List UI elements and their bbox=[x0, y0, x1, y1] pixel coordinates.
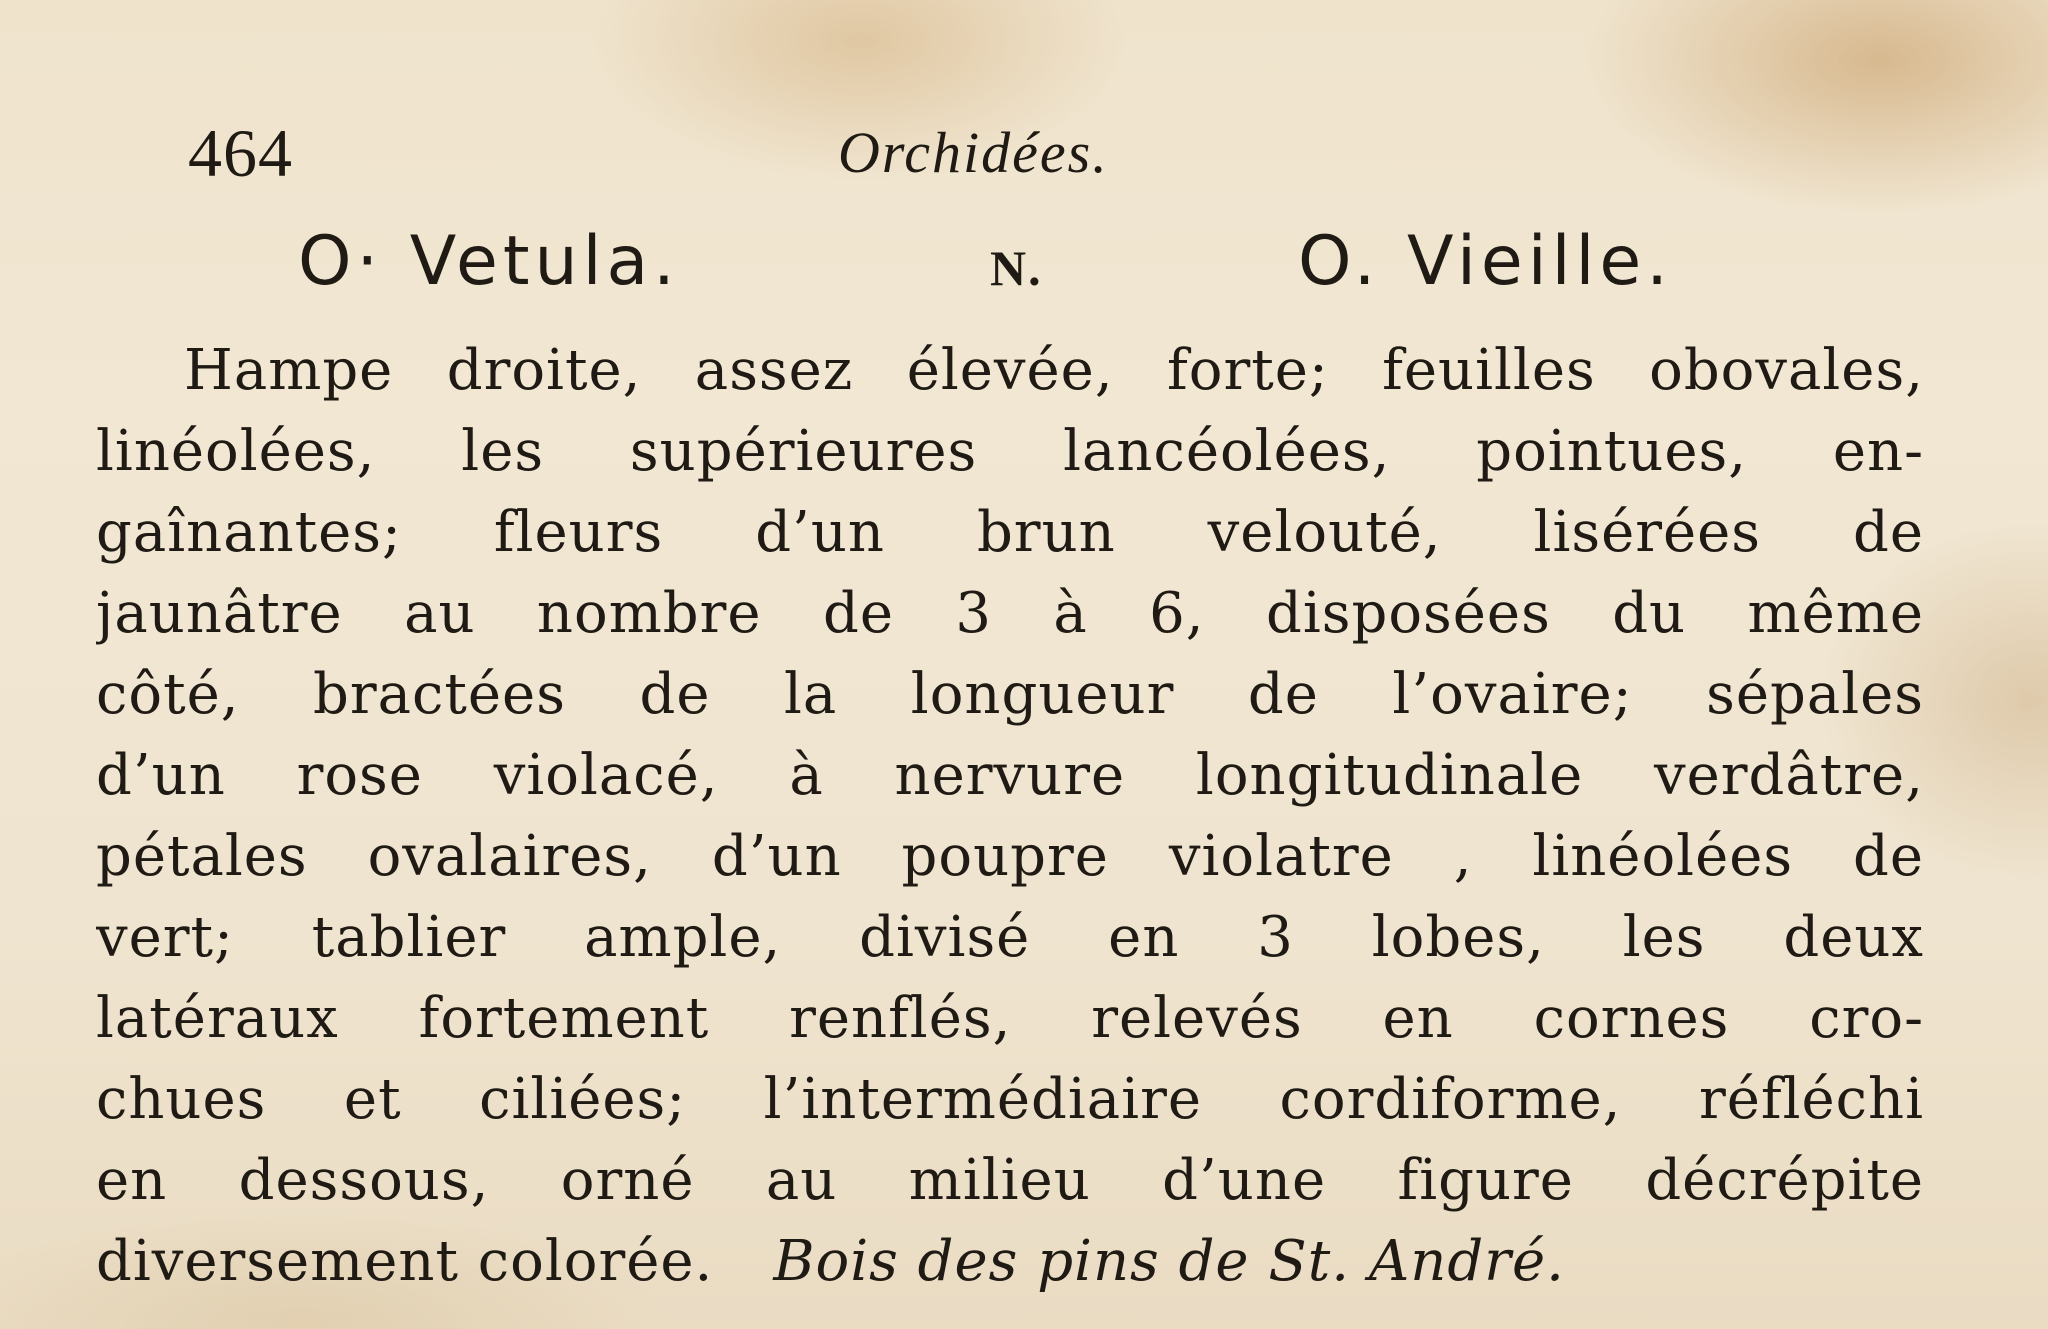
description-line: jaunâtre au nombre de 3 à 6, disposées du même bbox=[96, 581, 1924, 646]
description-line: gaînantes; fleurs d’un brun velouté, lisérées de bbox=[96, 500, 1924, 565]
description-line: côté, bractées de la longueur de l’ovaire; sépales bbox=[96, 662, 1924, 727]
page-header bbox=[0, 108, 2048, 198]
native-mark: N. bbox=[990, 240, 1043, 296]
species-heading bbox=[0, 212, 2048, 312]
locality: Bois des pins de St. André. bbox=[773, 1229, 1565, 1294]
description-line: d’un rose violacé, à nervure longitudinale verdâtre, bbox=[96, 743, 1924, 808]
french-species-name: O. Vieille. bbox=[1298, 222, 1673, 301]
description-line: Hampe droite, assez élevée, forte; feuilles obovales, bbox=[184, 338, 1924, 403]
latin-species-name: O· Vetula. bbox=[298, 222, 680, 301]
description-line-end: diversement colorée. bbox=[96, 1229, 714, 1294]
description-line: latéraux fortement renflés, relevés en cornes cro- bbox=[96, 986, 1924, 1051]
species-description bbox=[96, 330, 1924, 1302]
description-line: vert; tablier ample, divisé en 3 lobes, les deux bbox=[96, 905, 1924, 970]
description-last-line bbox=[96, 1221, 1924, 1302]
running-head: Orchidées. bbox=[838, 120, 1109, 185]
description-line: en dessous, orné au milieu d’une figure décrépite bbox=[96, 1148, 1924, 1213]
description-line: linéolées, les supérieures lancéolées, pointues, en- bbox=[96, 419, 1924, 484]
page-number: 464 bbox=[188, 115, 293, 191]
description-line: chues et ciliées; l’intermédiaire cordiforme, réfléchi bbox=[96, 1067, 1924, 1132]
description-line: pétales ovalaires, d’un poupre violatre , linéolées de bbox=[96, 824, 1924, 889]
